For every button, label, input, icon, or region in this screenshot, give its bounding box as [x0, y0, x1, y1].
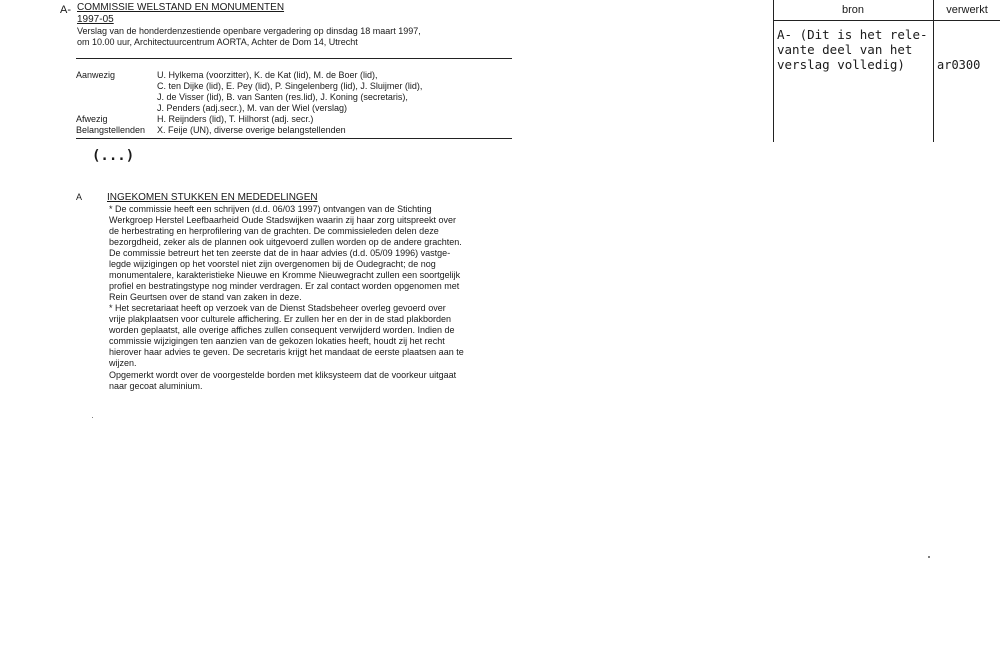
absent-label: Afwezig	[76, 114, 108, 124]
body-line: Rein Geurtsen over de stand van zaken in deze.	[109, 292, 302, 302]
report-line-2: om 10.00 uur, Architectuurcentrum AORTA, Achter de Dom 14, Utrecht	[77, 37, 358, 47]
bron-note-line: A- (Dit is het rele-	[777, 27, 928, 42]
body-line: vrije plakplaatsen voor culturele affichering. Er zullen her en der in de stad plakborden	[109, 314, 452, 324]
stakeholders-label: Belangstellenden	[76, 125, 146, 135]
section-title: INGEKOMEN STUKKEN EN MEDEDELINGEN	[107, 192, 318, 203]
body-line: de herbestrating en herprofilering van de grachten. De commissieleden delen deze	[109, 226, 439, 236]
body-line: legde wijzigingen op het voorstel niet zijn overgenomen bij de Oudegracht; de nog	[109, 259, 436, 269]
section-marker: A-	[60, 4, 71, 16]
body-line: naar gecoat aluminium.	[109, 381, 203, 391]
body-line: wijzen.	[109, 358, 137, 368]
body-line: bezorgdheid, zeker als de plannen ook uitgevoerd zullen worden op de andere grachten.	[109, 237, 462, 247]
section-letter: A	[76, 192, 83, 202]
header-divider	[76, 58, 512, 59]
scan-speck	[928, 556, 930, 558]
scan-speck	[92, 417, 93, 418]
commission-title: COMMISSIE WELSTAND EN MONUMENTEN	[77, 2, 285, 13]
body-line: worden geplaatst, alle overige affiches zullen consequent verwijderd worden. Indien de	[109, 325, 455, 335]
body-line: profiel en bestratingstype nog minder verdragen. Er zal contact worden opgenomen met	[109, 281, 460, 291]
absent-text: H. Reijnders (lid), T. Hilhorst (adj. secr.)	[157, 114, 314, 124]
bron-note-line: verslag volledig)	[777, 57, 905, 72]
table-left-border	[773, 0, 774, 142]
body-line: Werkgroep Herstel Leefbaarheid Oude Stadswijken waarin zij haar zorg uitspreekt over	[109, 215, 457, 225]
present-line: J. Penders (adj.secr.), M. van der Wiel (verslag)	[157, 103, 348, 113]
bron-note-line: vante deel van het	[777, 42, 913, 57]
table-header-divider	[773, 20, 1000, 21]
verwerkt-code: ar0300	[937, 58, 981, 72]
present-label: Aanwezig	[76, 70, 116, 80]
present-line: J. de Visser (lid), B. van Santen (res.lid), J. Koning (secretaris),	[157, 92, 408, 102]
col-bron-header: bron	[841, 4, 865, 16]
stakeholders-text: X. Feije (UN), diverse overige belangstellenden	[157, 125, 346, 135]
col-verwerkt-header: verwerkt	[946, 4, 988, 16]
present-line: C. ten Dijke (lid), E. Pey (lid), P. Singelenberg (lid), J. Sluijmer (lid),	[157, 81, 423, 91]
body-line: monumentalere, karakteristieke Nieuwe en Kromme Nieuwegracht zullen een soortgelijk	[109, 270, 461, 280]
attendance-divider	[76, 138, 512, 139]
omission-marker: (...)	[92, 148, 135, 164]
report-line-1: Verslag van de honderdenzestiende openbare vergadering op dinsdag 18 maart 1997,	[77, 26, 421, 36]
body-line: * De commissie heeft een schrijven (d.d. 06/03 1997) ontvangen van de Stichting	[109, 204, 432, 214]
year-code: 1997-05	[77, 14, 114, 25]
table-middle-border	[933, 0, 934, 142]
body-line: * Het secretariaat heeft op verzoek van de Dienst Stadsbeheer overleg gevoerd over	[109, 303, 446, 313]
body-line: hierover haar advies te geven. De secretaris krijgt het mandaat de eerste plaatsen aan te	[109, 347, 464, 357]
present-line: U. Hylkema (voorzitter), K. de Kat (lid), M. de Boer (lid),	[157, 70, 378, 80]
body-line: commissie wijzigingen ten aanzien van de gekozen lokaties heeft, houdt zij het recht	[109, 336, 445, 346]
body-line: Opgemerkt wordt over de voorgestelde borden met kliksysteem dat de voorkeur uitgaat	[109, 370, 457, 380]
body-line: De commissie betreurt het ten zeerste dat de in haar advies (d.d. 05/09 1996) vastge-	[109, 248, 451, 258]
